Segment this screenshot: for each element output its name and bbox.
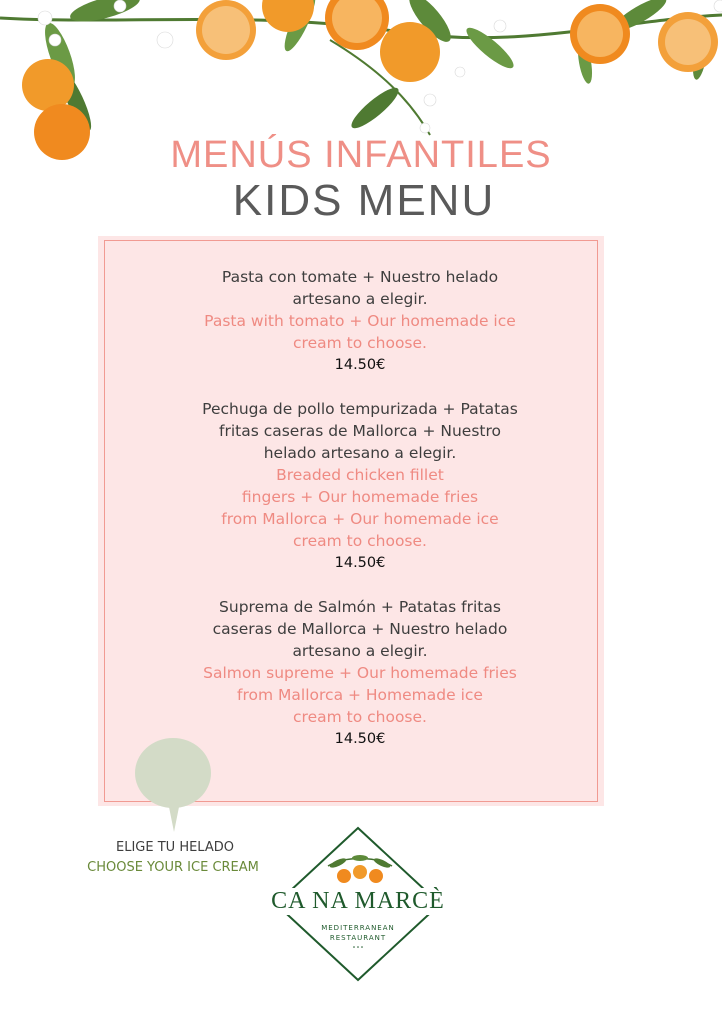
menu-item-description-es: Pasta con tomate + Nuestro helado artesano a elegir. — [221, 268, 499, 308]
restaurant-tagline-1: MEDITERRANEAN — [321, 924, 395, 932]
menu-item-description-es: Suprema de Salmón + Patatas fritas caseras de Mallorca + Nuestro helado artesano a elegir. — [212, 598, 508, 660]
restaurant-tagline-2: RESTAURANT — [329, 934, 387, 942]
menu-item-description-es: Pechuga de pollo tempurizada + Patatas fritas caseras de Mallorca + Nuestro helado artesano a elegir. — [202, 400, 518, 462]
menu-item-description-en: Salmon supreme + Our homemade fries from Mallorca + Homemade ice cream to choose. — [203, 664, 517, 726]
menu-item-price: 14.50€ — [334, 357, 386, 373]
page-title-english: KIDS MENU — [232, 176, 496, 225]
ice-cream-label-es: ELIGE TU HELADO — [116, 840, 234, 855]
menu-item — [110, 266, 610, 376]
page-title-spanish: MENÚS INFANTILES — [170, 134, 552, 176]
menu-item-description-en: Pasta with tomato + Our homemade ice cream to choose. — [204, 312, 516, 352]
speech-bubble-icon — [135, 738, 211, 808]
menu-item-price: 14.50€ — [334, 731, 386, 747]
restaurant-name: CA NA MARCÈ — [271, 888, 445, 914]
menu-item — [110, 398, 610, 574]
ice-cream-label-en: CHOOSE YOUR ICE CREAM — [87, 860, 259, 875]
menu-item-price: 14.50€ — [334, 555, 386, 571]
menu-items — [110, 266, 610, 772]
menu-item-description-en: Breaded chicken fillet fingers + Our homemade fries from Mallorca + Our homemade ice cream to choose. — [221, 466, 499, 550]
menu-item — [110, 596, 610, 750]
speech-bubble-tail — [168, 802, 180, 832]
